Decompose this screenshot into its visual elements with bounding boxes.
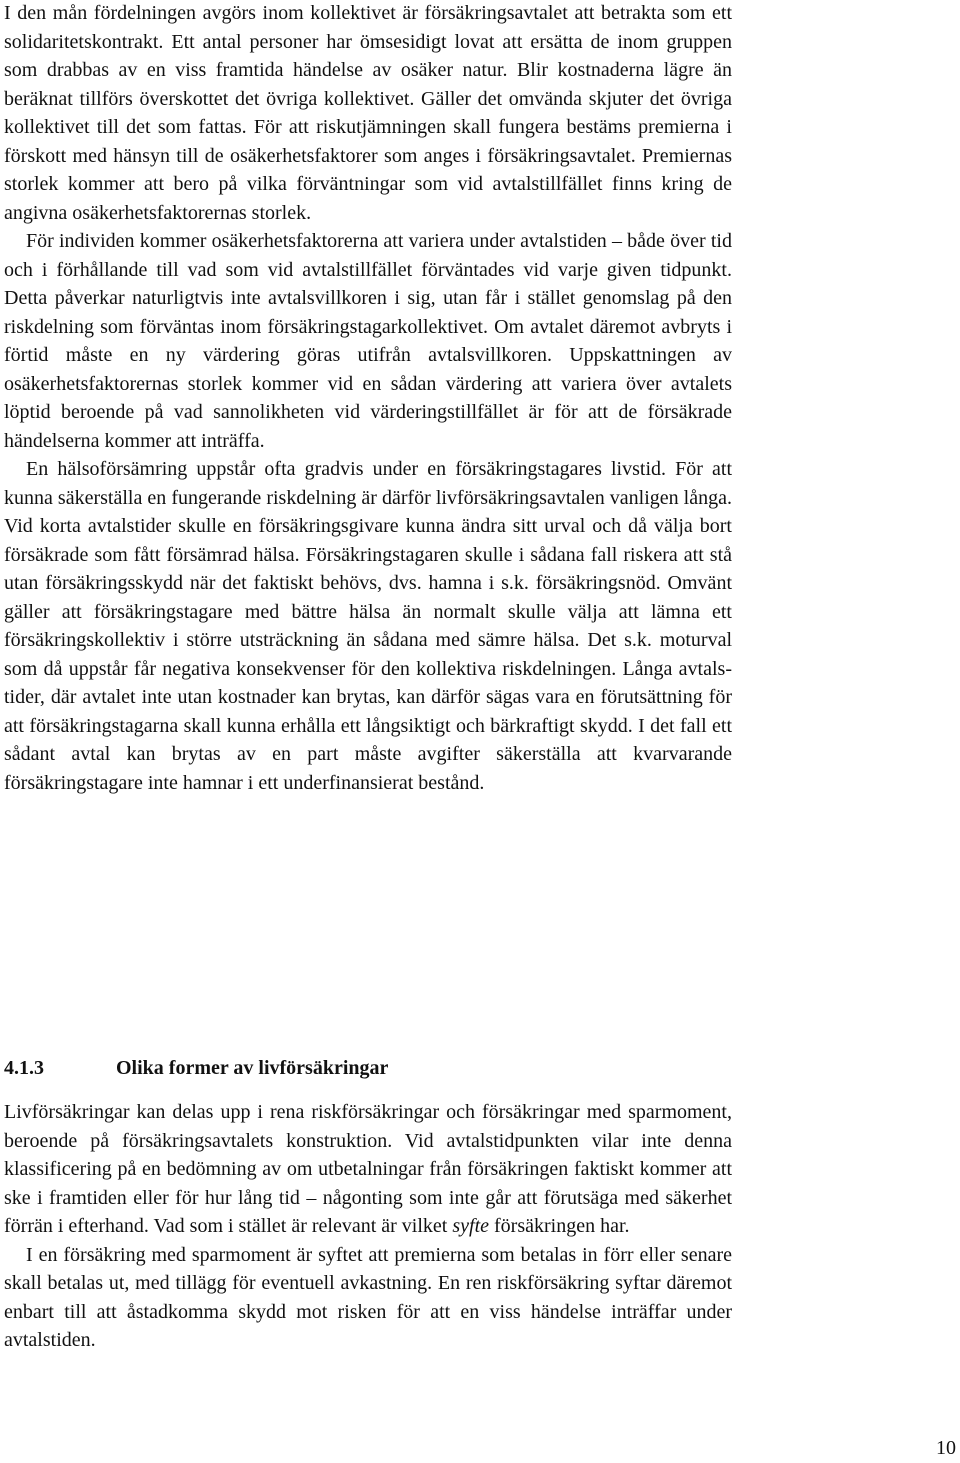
section-heading [4, 1054, 388, 1082]
paragraph-4-text-b: försäkringen har. [489, 1215, 630, 1237]
body-paragraph-3: En hälsoförsämring uppstår ofta gradvis under en försäkringstagares livstid. För att kunna säkerställa en fungerande riskdelning är därför livförsäkringsavtalen vanligen långa. Vid korta avtalstider skulle en försäkringsgivare kunna ändra sitt urval och då välja bort försäkrade som fått försämrad hälsa. Försäkringstagaren skulle i sådana fall riskera att stå utan försäkringsskydd när det faktiskt behövs, dvs. hamna i s.k. försäkringsnöd. Omvänt gäller att försäkringstagare med bättre hälsa än normalt skulle välja att lämna ett försäkringskollektiv i större utsträckning än sådana med sämre hälsa. Det s.k. moturval som då uppstår får negativa konsekvenser för den kollektiva riskdelningen. Långa avtalstider, där avtalet inte utan kostnader kan brytas, kan därför sägas vara en förutsättning för att försäkringstagarna skall kunna erhålla ett långsiktigt och bärkraftigt skydd. I det fall ett sådant avtal kan brytas av en part måste avgifter säkerställa att kvarvarande försäkringstagare inte hamnar i ett underfinansierat bestånd. [4, 458, 732, 794]
body-paragraph-5: I en försäkring med sparmoment är syftet att premierna som betalas in förr eller senare skall betalas ut, med tillägg för eventuell avkastning. En ren riskförsäkring syftar däremot enbart till att åstadkomma skydd mot risken för att en viss händelse inträffar under avtalstiden. [4, 1243, 732, 1351]
section-body [4, 1098, 732, 1355]
section-title: Olika former av livförsäkringar [116, 1057, 389, 1079]
body-paragraph-4 [4, 1098, 732, 1241]
emphasis-syfte: syfte [452, 1215, 490, 1237]
document-page [4, 0, 732, 1351]
paragraph-4-text-a: Livförsäkringar kan delas upp i rena riskförsäkringar och försäkringar med sparmoment, beroende på försäkringsavtalets konstruktion. Vid avtalstidpunkten vilar inte denna klassificering på en bedömning av om utbetalningar från försäkringen faktiskt kommer att ske i framtiden eller för hur lång tid – någonting som inte går att förutsäga med säkerhet förrän i efterhand. Vad som i stället är relevant är vilket [4, 1101, 732, 1237]
page-number: 10 [936, 1437, 956, 1459]
section-number: 4.1.3 [4, 1057, 44, 1079]
body-paragraph-1: I den mån fördelningen avgörs inom kollektivet är försäkringsavtalet att betrakta som ett solidaritetskontrakt. Ett antal personer har ömsesidigt lovat att ersätta de inom gruppen som drabbas av en viss framtida händelse av osäker natur. Blir kostnaderna lägre än beräknat tillförs överskottet det övriga kollektivet. Gäller det omvända skjuter det övriga kollektivet till det som fattas. För att riskutjämningen skall fungera bestäms premierna i förskott med hänsyn till de osäkerhetsfaktorer som anges i försäkringsavtalet. Premiernas storlek kommer att bero på vilka förväntningar som vid avtalstillfället finns kring de angivna osäkerhetsfaktorernas storlek. [4, 2, 732, 224]
body-paragraph-2: För individen kommer osäkerhetsfaktorerna att variera under avtalstiden – både över tid och i förhållande till vad som vid avtalstillfället förväntades vid varje given tidpunkt. Detta påverkar naturligtvis inte avtalsvillkoren i sig, utan får i stället genomslag på den riskdelning som förväntas inom försäkringstagarkollektivet. Om avtalet däremot avbryts i förtid måste en ny värdering göras utifrån avtalsvillkoren. Uppskattningen av osäkerhetsfaktorernas storlek kommer vid en sådan värdering att variera över avtalets löptid beroende på vad sannolikheten vid värderingstillfället är för att de försäkrade händelserna kommer att inträffa. [4, 230, 732, 452]
